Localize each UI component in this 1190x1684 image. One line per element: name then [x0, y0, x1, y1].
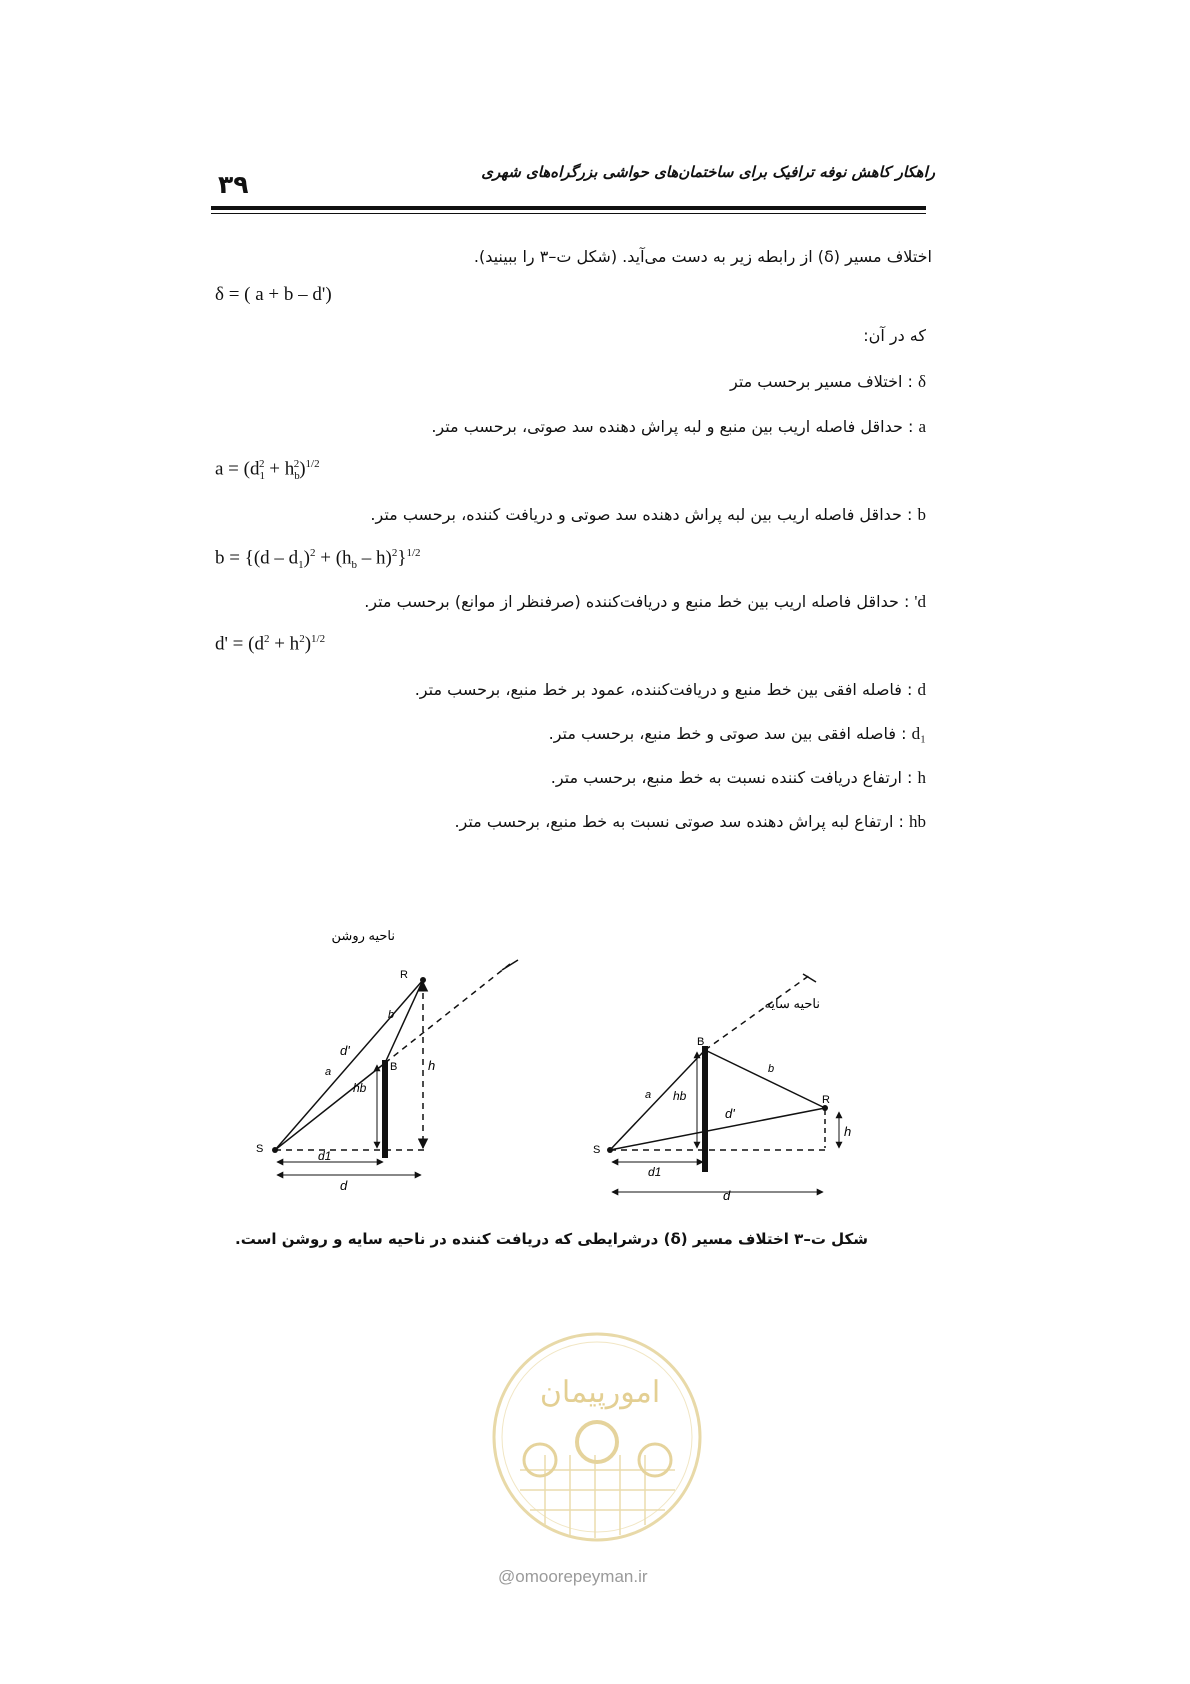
label-b: b: [388, 1009, 395, 1021]
definition-text: : ارتفاع دریافت کننده نسبت به خط منبع، برحسب متر.: [550, 768, 918, 787]
definition-text: : ارتفاع لبه پراش دهنده سد صوتی نسبت به خط منبع، برحسب متر.: [454, 812, 909, 831]
source-point: [272, 1147, 278, 1153]
definition-d-prime: [364, 592, 926, 612]
definition-b: [370, 505, 926, 525]
definition-hb: [454, 812, 926, 832]
definition-text: : اختلاف مسیر برحسب متر: [729, 372, 918, 391]
label-B: B: [390, 1061, 398, 1073]
label-R: R: [822, 1094, 830, 1106]
label-d1: d1: [648, 1165, 662, 1179]
label-hb: hb: [673, 1089, 687, 1103]
label-d-prime: d': [725, 1106, 735, 1121]
header-rule-thick: [211, 206, 926, 210]
definition-symbol: h: [917, 768, 926, 787]
definition-symbol: a: [918, 417, 926, 436]
definition-text: : فاصله افقی بین خط منبع و دریافت‌کننده، عمود بر خط منبع، برحسب متر.: [414, 680, 918, 699]
where-label: که در آن:: [863, 326, 926, 345]
shadow-zone-label: ناحیه سایه: [764, 996, 820, 1011]
page-number: ۳۹: [218, 170, 249, 199]
path-difference-figure: [240, 900, 900, 1220]
label-h: h: [844, 1124, 852, 1139]
definition-text: : حداقل فاصله اریب بین منبع و لبه پراش دهنده سد صوتی، برحسب متر.: [431, 417, 919, 436]
label-B: B: [697, 1036, 705, 1048]
watermark-logo-text: امورپیمان: [539, 1376, 661, 1409]
label-a: a: [325, 1066, 332, 1078]
label-d-prime: d': [340, 1043, 350, 1058]
definition-text: : حداقل فاصله اریب بین خط منبع و دریافت‌کننده (صرفنظر از موانع) برحسب متر.: [364, 592, 915, 611]
header-rule-thin: [211, 213, 926, 214]
watermark-logo: [490, 1330, 705, 1545]
label-d: d: [723, 1188, 731, 1203]
label-d: d: [340, 1178, 348, 1193]
label-S: S: [593, 1144, 601, 1156]
label-b: b: [768, 1063, 775, 1075]
definition-symbol: d: [917, 680, 926, 699]
formula-b: $b = \{(d - d_1)^2 + (h_b - h)^2\}^{1/2}$: [215, 547, 421, 572]
bright-zone-label: ناحیه روشن: [331, 928, 395, 943]
definition-symbol: δ: [917, 372, 926, 391]
definition-h: [551, 768, 926, 788]
definition-text: : حداقل فاصله اریب بین لبه پراش دهنده سد صوتی و دریافت کننده، برحسب متر.: [370, 505, 918, 524]
watermark-url: @omoorepeyman.ir: [498, 1567, 648, 1586]
definition-d1: [549, 724, 926, 744]
label-a: a: [645, 1089, 652, 1101]
running-header: راهکار کاهش نوفه ترافیک برای ساختمان‌های حواشی بزرگراه‌های شهری: [481, 163, 935, 181]
source-point: [607, 1147, 613, 1153]
definition-symbol: b: [917, 505, 926, 524]
definition-symbol: d₁: [911, 724, 926, 743]
label-S: S: [256, 1143, 264, 1155]
figure-caption: شکل ت–۳ اختلاف مسیر (δ) درشرایطی که دریافت کننده در ناحیه سایه و روشن است.: [235, 1230, 868, 1248]
formula-d-prime: $d' = (d^2 + h^2)^{1/2}$: [215, 633, 326, 655]
receiver-point: [420, 977, 426, 983]
definition-a: [431, 417, 926, 437]
formula-delta: δ = ( a + b – d'): [215, 284, 332, 305]
definition-d: [415, 680, 926, 700]
label-d1: d1: [318, 1149, 332, 1163]
formula-a: $a = (d_1^2 + h_b^2)^{1/2}$: [215, 458, 320, 483]
definition-text: : فاصله افقی بین سد صوتی و خط منبع، برحسب متر.: [548, 724, 912, 743]
definition-delta: [730, 372, 926, 392]
label-R: R: [400, 969, 408, 981]
label-hb: hb: [353, 1081, 367, 1095]
definition-symbol: hb: [909, 812, 926, 831]
intro-paragraph: اختلاف مسیر (δ) از رابطه زیر به دست می‌آید. (شکل ت–۳ را ببینید).: [473, 247, 932, 266]
definition-symbol: d': [914, 592, 926, 611]
label-h: h: [428, 1058, 436, 1073]
